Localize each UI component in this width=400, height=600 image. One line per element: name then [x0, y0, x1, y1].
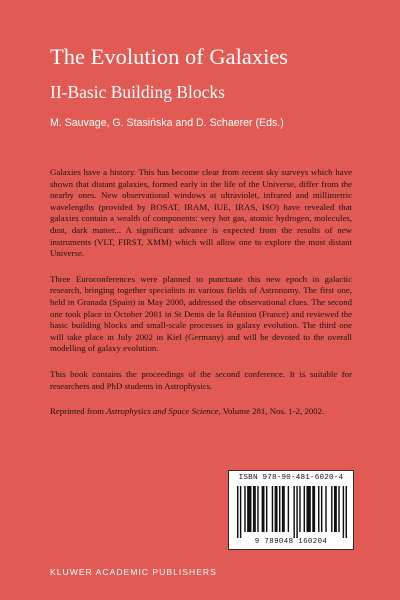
- book-subtitle: II-Basic Building Blocks: [50, 82, 225, 102]
- barcode-bar: [334, 486, 337, 532]
- barcode-bar: [282, 486, 285, 532]
- publisher-name: KLUWER ACADEMIC PUBLISHERS: [50, 567, 217, 577]
- reprint-prefix: Reprinted from: [50, 406, 107, 417]
- isbn-barcode: [228, 470, 354, 550]
- ean-right-group: 160204: [298, 538, 328, 546]
- barcode-bar: [244, 486, 245, 532]
- barcode-bar: [247, 486, 251, 532]
- ean-left-group: 789048: [264, 538, 294, 546]
- barcode-bar: [237, 486, 238, 538]
- barcode-bar: [304, 486, 305, 532]
- reprint-suffix: , Volume 281, Nos. 1-2, 2002.: [218, 406, 325, 417]
- barcode-bars: [237, 486, 347, 538]
- barcode-bar: [253, 486, 256, 532]
- ean-digits: [229, 538, 353, 547]
- barcode-bar: [262, 486, 265, 532]
- barcode-bar: [306, 486, 310, 532]
- book-title: The Evolution of Galaxies: [50, 44, 289, 69]
- book-editors: M. Sauvage, G. Stasińska and D. Schaerer (Eds.): [50, 117, 284, 129]
- barcode-bar: [331, 486, 332, 532]
- barcode-bar: [266, 486, 267, 532]
- ean-first-digit: 9: [254, 538, 260, 546]
- blurb-paragraph-3: This book contains the proceedings of the second conference. It is suitable for researchers and PhD students in Astrophysics.: [50, 368, 352, 391]
- barcode-bar: [299, 486, 300, 532]
- barcode-bar: [346, 486, 347, 538]
- barcode-bar: [321, 486, 322, 532]
- barcode-bar: [338, 486, 339, 532]
- barcode-bar: [318, 486, 319, 532]
- blurb-paragraph-1: Galaxies have a history. This has become clear from recent sky surveys which have shown that distant galaxies, formed early in the life of the Universe, differ from the nearby ones. New observational windows at ultraviolet, infrared and millimetric wavelengths (provided by ROSAT, IRAM, IUE, IRAS, ISO) have revealed that galaxies contain a wealth of components: very hot gas, atomic hydrogen, molecules, dust, dark matter... A significant advance is expected from the results of new instruments (VLT, FIRST, XMM) which will allow one to explore the most distant Universe.: [50, 167, 352, 259]
- barcode-bar: [343, 486, 344, 538]
- barcode-bar: [240, 486, 241, 538]
- barcode-bar: [296, 486, 297, 538]
- barcode-bar: [279, 486, 280, 532]
- barcode-bar: [293, 486, 294, 538]
- barcode-bar: [288, 486, 289, 532]
- reprint-note: [50, 406, 352, 418]
- barcode-bar: [312, 486, 315, 532]
- reprint-journal: Astrophysics and Space Science: [106, 406, 219, 417]
- barcode-bar: [272, 486, 273, 532]
- blurb: [50, 167, 352, 432]
- barcode-bar: [275, 486, 278, 532]
- blurb-paragraph-2: Three Euroconferences were planned to punctuate this new epoch in galactic research, bringing together specialists in various fields of Astronomy. The first one, held in Granada (Spain) in May 2000, addressed the observational clues. The second one took place in October 2001 in St Denis de la Réunion (France) and reviewed the basic building blocks and small-scale processes in galaxy evolution. The third one will take place in July 2002 in Kiel (Germany) and will be devoted to the overall modelling of galaxy evolution.: [50, 273, 352, 354]
- barcode-bar: [257, 486, 258, 532]
- barcode-bar: [325, 486, 326, 532]
- isbn-label: ISBN 978-90-481-6020-4: [238, 474, 344, 482]
